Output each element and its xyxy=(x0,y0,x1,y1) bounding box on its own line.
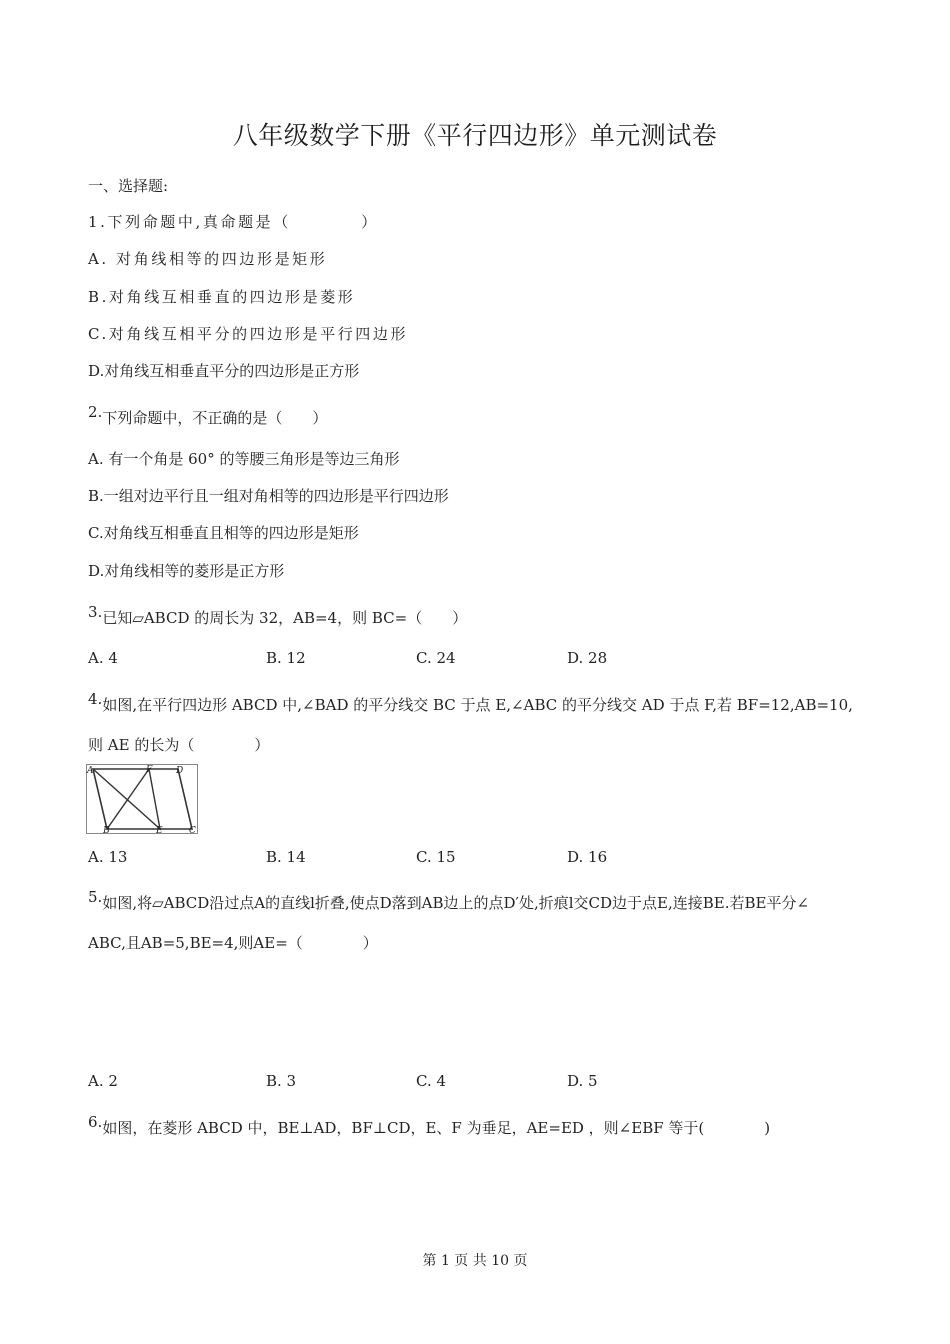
q5-option-c: C. 4 xyxy=(416,1072,447,1090)
q4-option-b: B. 14 xyxy=(266,848,306,866)
vertex-b-label: B xyxy=(103,826,110,834)
q3-option-d: D. 28 xyxy=(567,649,608,667)
q4-stem-1: 如图,在平行四边形 ABCD 中,∠BAD 的平分线交 BC 于点 E,∠ABC 的平分线交 AD 于点 F,若 BF=12,AB=10, xyxy=(102,696,853,714)
q4-option-d: D. 16 xyxy=(567,848,608,866)
q3-option-b: B. 12 xyxy=(266,649,306,667)
q1-option-d: D.对角线互相垂直平分的四边形是正方形 xyxy=(88,362,360,380)
page-title: 八年级数学下册《平行四边形》单元测试卷 xyxy=(232,121,718,150)
q6-stem-line xyxy=(88,1113,771,1138)
q3-option-a: A. 4 xyxy=(88,649,118,667)
q5-stem-2: ABC,且AB=5,BE=4,则AE=（ ） xyxy=(88,934,378,952)
q2-number: 2. xyxy=(88,403,103,421)
q3-option-c: C. 24 xyxy=(416,649,456,667)
q6-number: 6. xyxy=(88,1113,103,1131)
q4-stem-2: 则 AE 的长为（ ） xyxy=(88,736,270,754)
vertex-d-label: D xyxy=(176,766,184,776)
q2-option-d: D.对角线相等的菱形是正方形 xyxy=(88,562,285,580)
section-heading: 一、选择题: xyxy=(88,177,169,195)
vertex-a-label: A xyxy=(87,766,94,776)
q2-stem-line xyxy=(88,403,328,428)
q1-stem: 1.下列命题中,真命题是（ ） xyxy=(88,213,379,231)
q2-stem: 下列命题中，不正确的是（ ） xyxy=(102,409,328,427)
vertex-f-label: F xyxy=(146,765,153,775)
page-footer: 第 1 页 共 10 页 xyxy=(422,1253,528,1269)
q4-stem-line xyxy=(88,690,853,715)
q1-option-b: B.对角线互相垂直的四边形是菱形 xyxy=(88,288,356,306)
q4-parallelogram-figure xyxy=(86,764,198,834)
q5-stem-1: 如图,将▱ABCD沿过点A的直线l折叠,使点D落到AB边上的点D′处,折痕l交CD边于点E,连接BE.若BE平分∠ xyxy=(102,894,810,912)
q3-stem: 已知▱ABCD 的周长为 32，AB=4，则 BC=（ ） xyxy=(102,609,468,627)
q4-option-c: C. 15 xyxy=(416,848,456,866)
q2-option-b: B.一组对边平行且一组对角相等的四边形是平行四边形 xyxy=(88,487,449,505)
q4-option-a: A. 13 xyxy=(88,848,128,866)
q5-stem-line xyxy=(88,888,810,913)
q5-option-a: A. 2 xyxy=(88,1072,118,1090)
q3-number: 3. xyxy=(88,603,103,621)
q6-stem: 如图，在菱形 ABCD 中，BE⊥AD，BF⊥CD，E、F 为垂足，AE=ED ，则∠EBF 等于( ) xyxy=(102,1119,771,1137)
vertex-c-label: C xyxy=(189,826,196,834)
q5-option-d: D. 5 xyxy=(567,1072,598,1090)
q2-option-c: C.对角线互相垂直且相等的四边形是矩形 xyxy=(88,524,359,542)
q3-stem-line xyxy=(88,603,468,628)
q5-option-b: B. 3 xyxy=(266,1072,297,1090)
vertex-e-label: E xyxy=(156,826,163,834)
q1-option-a: A. 对角线相等的四边形是矩形 xyxy=(88,250,328,268)
q2-option-a: A. 有一个角是 60° 的等腰三角形是等边三角形 xyxy=(88,450,400,468)
q4-number: 4. xyxy=(88,690,103,708)
q5-number: 5. xyxy=(88,888,103,906)
q1-option-c: C.对角线互相平分的四边形是平行四边形 xyxy=(88,325,409,343)
